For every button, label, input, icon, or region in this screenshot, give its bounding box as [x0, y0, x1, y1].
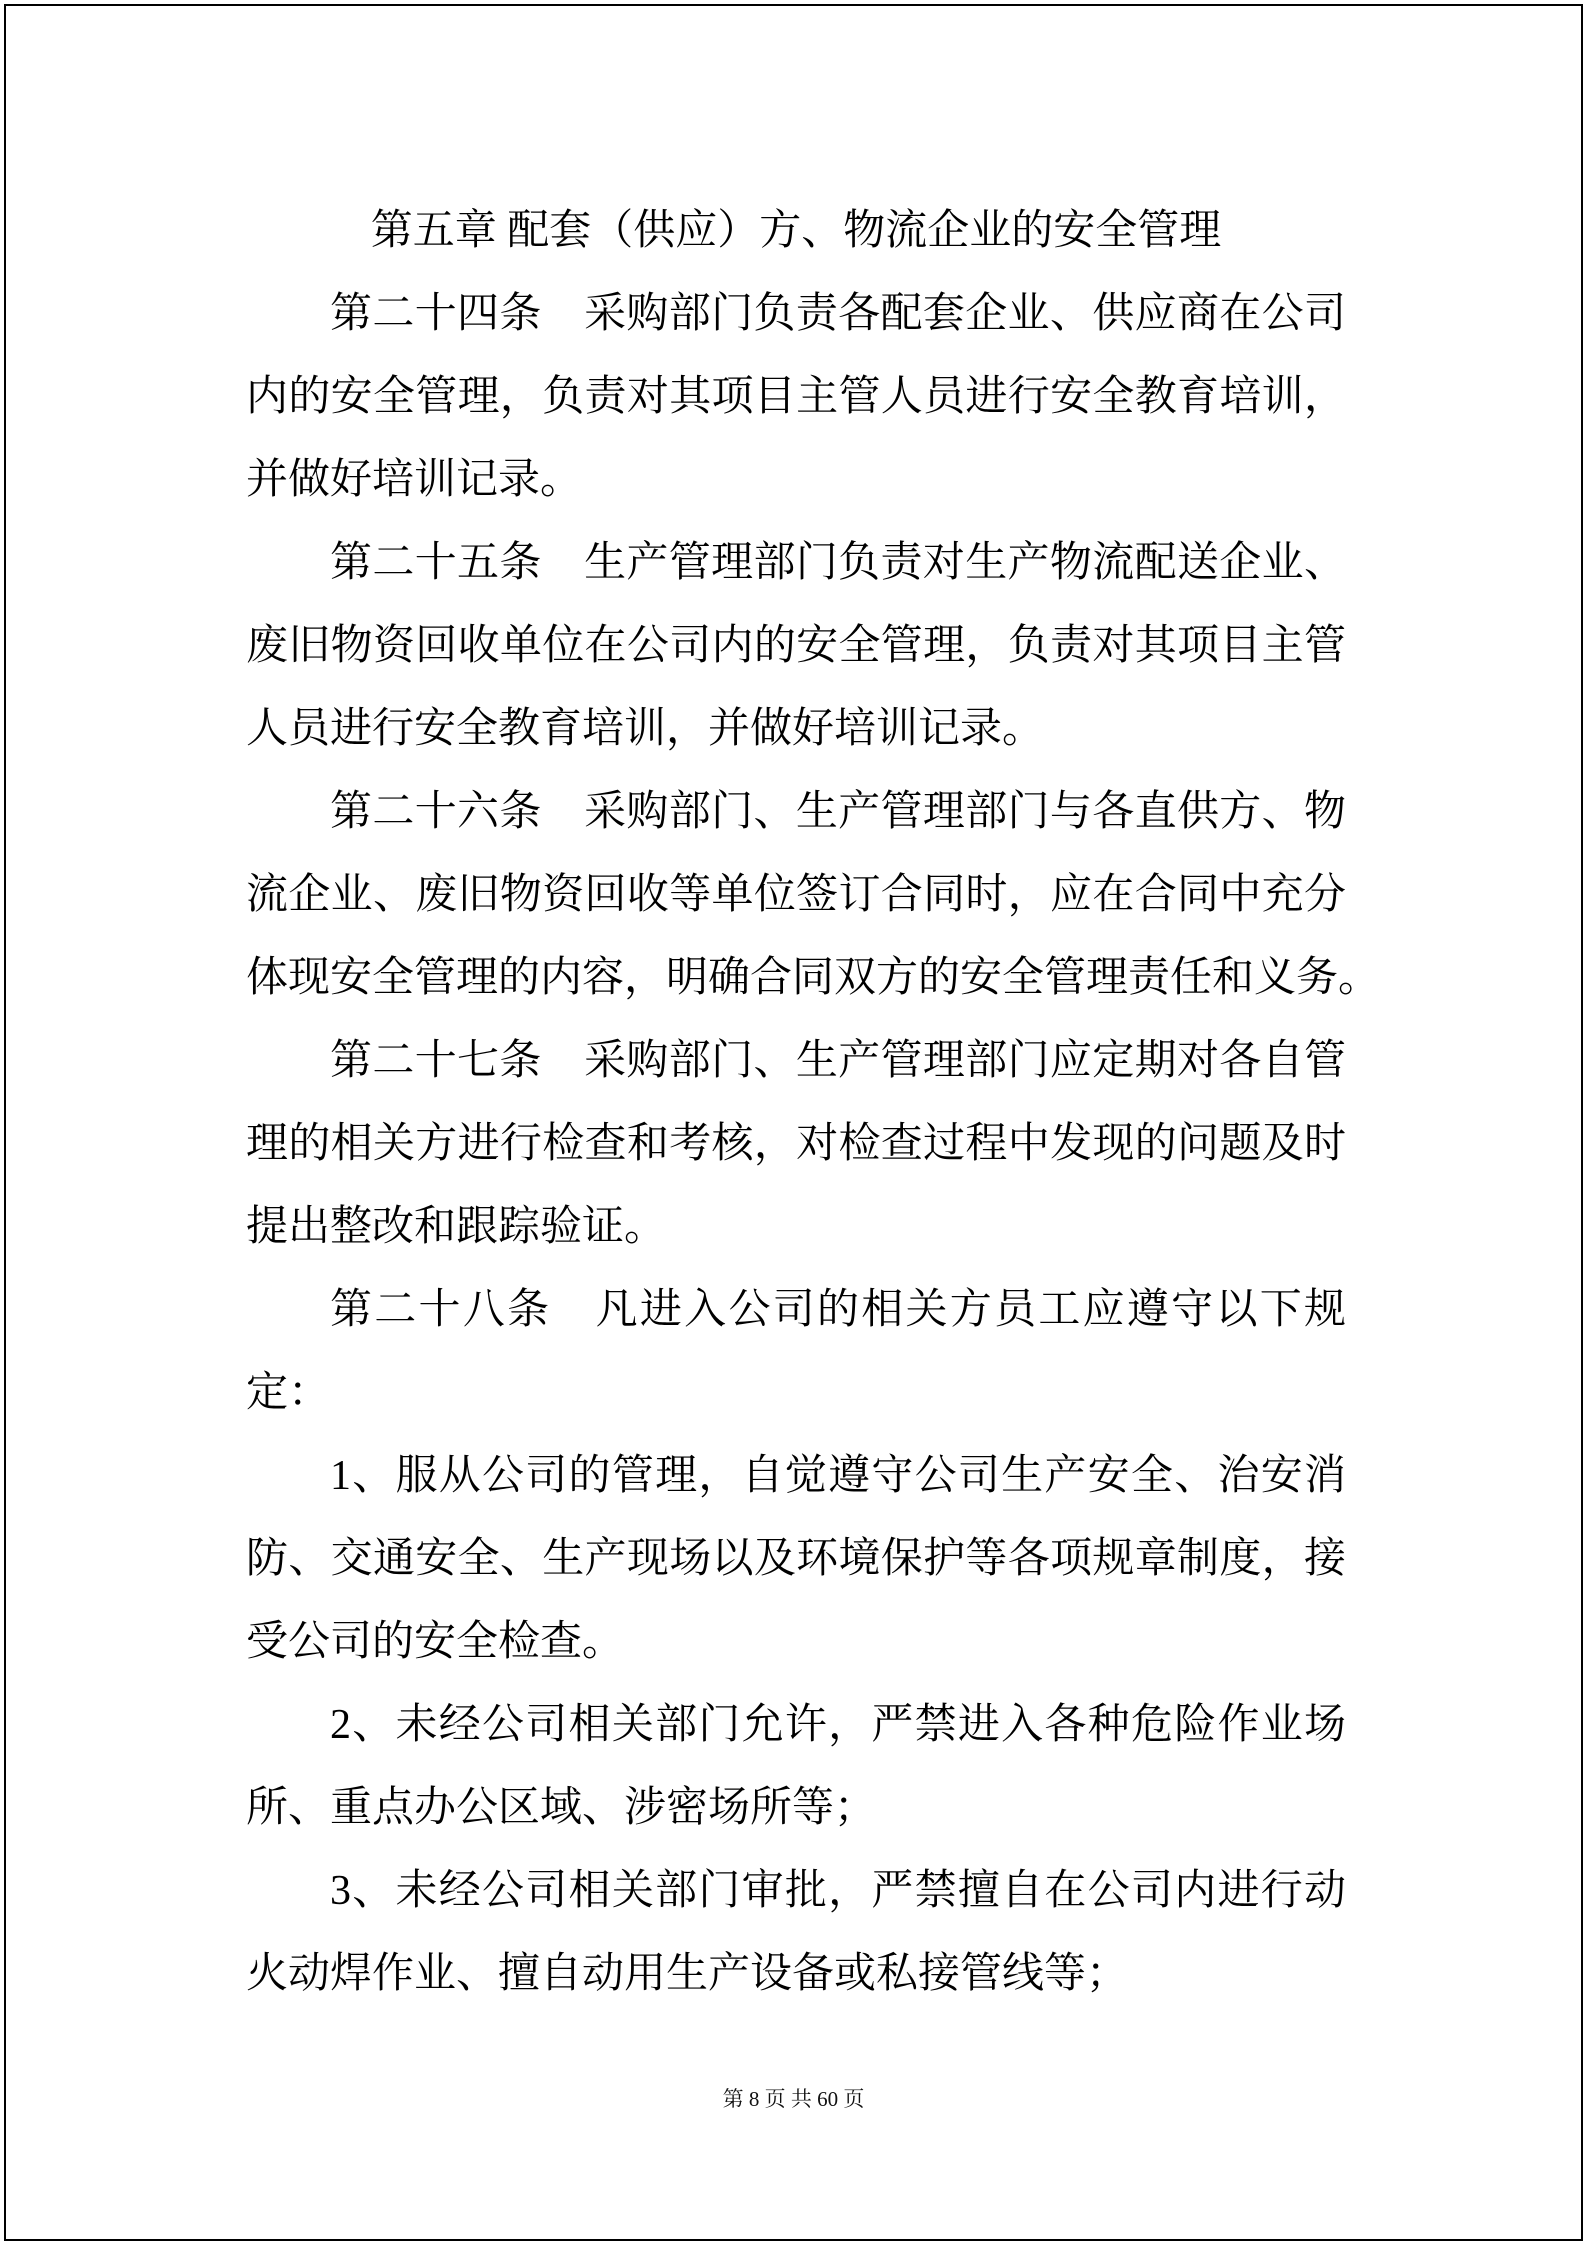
document-body [246, 190, 1381, 2016]
rule-1-line-1: 1、服从公司的管理，自觉遵守公司生产安全、治安消 [330, 1453, 1346, 1499]
article-26-line-2: 流企业、废旧物资回收等单位签订合同时，应在合同中充分 [246, 872, 1346, 918]
article-24-line-3: 并做好培训记录。 [246, 457, 583, 503]
article-24-line-2: 内的安全管理，负责对其项目主管人员进行安全教育培训， [246, 374, 1346, 420]
rule-2-line-2: 所、重点办公区域、涉密场所等； [246, 1785, 877, 1831]
rule-3-line-1: 3、未经公司相关部门审批，严禁擅自在公司内进行动 [330, 1868, 1346, 1914]
article-26-line-1: 第二十六条 采购部门、生产管理部门与各直供方、物 [330, 789, 1346, 835]
rule-1-line-2: 防、交通安全、生产现场以及环境保护等各项规章制度，接 [246, 1536, 1346, 1582]
article-27-line-3: 提出整改和跟踪验证。 [246, 1204, 667, 1250]
article-27-line-1: 第二十七条 采购部门、生产管理部门应定期对各自管 [330, 1038, 1346, 1084]
rule-1-line-3: 受公司的安全检查。 [246, 1619, 625, 1665]
article-26-line-3: 体现安全管理的内容，明确合同双方的安全管理责任和义务。 [246, 955, 1381, 1001]
article-25-line-1: 第二十五条 生产管理部门负责对生产物流配送企业、 [330, 540, 1346, 586]
article-28-line-2: 定： [246, 1370, 331, 1416]
rule-3-line-2: 火动焊作业、擅自动用生产设备或私接管线等； [246, 1951, 1129, 1997]
page-number: 第 8 页 共 60 页 [722, 2087, 865, 2111]
rule-2-line-1: 2、未经公司相关部门允许，严禁进入各种危险作业场 [330, 1702, 1346, 1748]
article-24-line-1: 第二十四条 采购部门负责各配套企业、供应商在公司 [330, 291, 1346, 337]
article-27-line-2: 理的相关方进行检查和考核，对检查过程中发现的问题及时 [246, 1121, 1346, 1167]
article-28-line-1: 第二十八条 凡进入公司的相关方员工应遵守以下规 [330, 1287, 1346, 1333]
chapter-heading: 第五章 配套（供应）方、物流企业的安全管理 [370, 208, 1222, 254]
article-25-line-2: 废旧物资回收单位在公司内的安全管理，负责对其项目主管 [246, 623, 1346, 669]
article-25-line-3: 人员进行安全教育培训，并做好培训记录。 [246, 706, 1045, 752]
